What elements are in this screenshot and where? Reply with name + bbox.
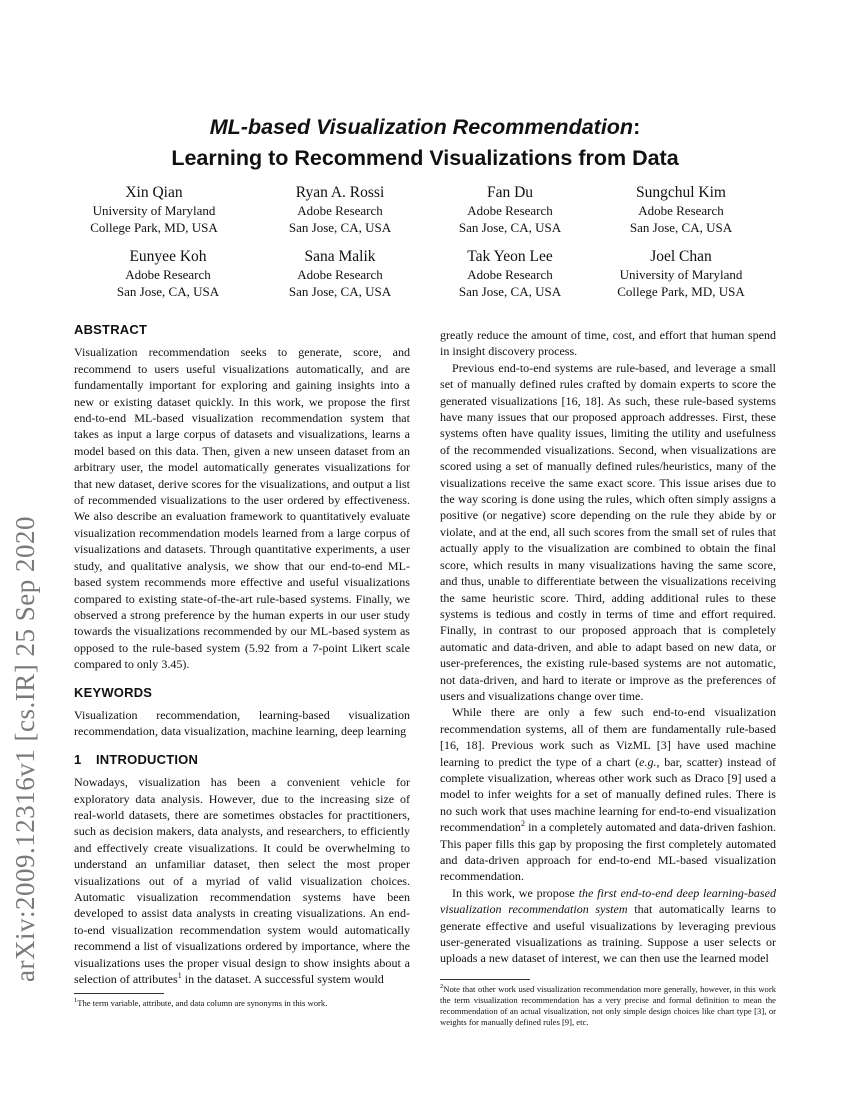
footnote-1 — [74, 998, 410, 1009]
paragraph: greatly reduce the amount of time, cost, and effort that human spend in insight discovery process. — [440, 328, 776, 359]
paragraph: Previous end-to-end systems are rule-based, and leverage a small set of manually defined rules crafted by domain experts to score the generated visualizations [16, 18]. As such, these rule-based systems have many issues that our proposed approach addresses. First, these systems often have quality issues, limiting the utility and usefulness of the recommended visualizations. Second, when visualizations are scored using a set of manually defined rules/heuristics, many of the visualizations receive the same exact score. This issue arises due to the way scoring is done using the rules, which often simply assigns a positive (or negative) score depending on the rule they abide by or violate, and at the end, all such scores from the small set of rules that actually apply to the visualization are combined to obtain the final score, which results in many visualizations having the same score, and thus, unable to differentiate between the visualizations receiving the same heuristic score. Third, adding additional rules to these systems is tedious and costly in terms of time and effort required. Finally, in contrast to our proposed approach that is completely automatic and data-driven, and able to adapt based on new data, or user-preferences, the existing rule-based systems are not automatic, not data-driven, and hard to iterate or improve as the preferences of users and visualizations change over time. — [440, 360, 776, 703]
right-column — [440, 327, 776, 1029]
author-name: Tak Yeon Lee — [467, 248, 553, 265]
paragraph — [440, 885, 776, 967]
paragraph-text: While there are only a few such end-to-end visualization recommendation systems, all of them are fundamentally rule-based [16, 18]. Previous work such as VizML [3] have used machine learning to predict the type of a chart ( — [440, 705, 776, 769]
footnote-ref-1: 1 — [177, 971, 182, 981]
footnote-mark: 1 — [74, 997, 78, 1005]
keywords-text: Visualization recommendation, learning-based visualization recommendation, data visualization, machine learning, deep learning — [74, 707, 410, 739]
abstract-heading: ABSTRACT — [74, 322, 148, 337]
author-name: Eunyee Koh — [129, 248, 207, 265]
author-name: Sungchul Kim — [636, 184, 726, 201]
title-line2: Learning to Recommend Visualizations from Data — [171, 146, 679, 170]
arxiv-id: arXiv:2009.12316v1 [cs.IR] 25 Sep 2020 — [10, 516, 40, 982]
author-affiliation: Adobe Research — [125, 267, 211, 282]
author-location: College Park, MD, USA — [617, 283, 745, 299]
author — [410, 184, 610, 236]
author-name: Xin Qian — [125, 184, 183, 201]
author-affiliation: Adobe Research — [638, 203, 724, 218]
footnote-ref-2: 2 — [520, 819, 525, 829]
paragraph-text: that automatically learns to generate effective and useful visualizations by leveraging previous user-generated visualizations as training. Suppose a user selects or uploads a new dataset of interest, we can then use the learned model — [440, 902, 777, 966]
paragraph-emphasis: the first end-to-end deep learning-based visualization recommendation system — [440, 885, 776, 917]
footnote-text: Note that other work used visualization recommendation more generally, however, in this work the term visualization recommendation has a very precise and formal definition to mean the recommendation of an actual visualization, not only simple design choices like chart type [3], or weights for manually defined rules [9], etc. — [440, 983, 776, 1028]
paragraph-text: in a completely automated and data-driven fashion. This paper fills this gap by proposing the first completely automated and data-driven approach for end-to-end ML-based visualization recommendation. — [440, 820, 776, 884]
intro-heading — [74, 752, 410, 768]
author-affiliation: Adobe Research — [467, 267, 553, 282]
author-location: San Jose, CA, USA — [458, 219, 562, 235]
author-location: San Jose, CA, USA — [288, 219, 392, 235]
footnote-rule — [440, 979, 530, 980]
author-location: College Park, MD, USA — [90, 219, 218, 235]
paper-title — [0, 112, 850, 174]
author-affiliation: Adobe Research — [467, 203, 553, 218]
title-line1: ML-based Visualization Recommendation — [209, 115, 634, 139]
author — [68, 248, 268, 300]
paragraph-text: In this work, we propose — [452, 885, 579, 900]
paragraph-text: , bar, scatter) instead of complete visualization, whereas other work such as Draco [9] used a model to infer weights for a set of manually defined rules. There is no such work that uses machine learning for end-to-end visualization recommendation — [440, 754, 777, 835]
footnote-rule — [74, 993, 164, 994]
author-affiliation: University of Maryland — [92, 203, 216, 218]
intro-text-a: Nowadays, visualization has been a convenient vehicle for exploratory data analysis. However, due to the increasing size of real-world datasets, there are sometimes obstacles for practitioners, such as decision makers, data analysts, and researchers, to efficiently and effectively create visualizations. It could be overwhelming to understand an unfamiliar dataset, then select the most proper visualizations out of a myriad of valid visualization choices. Automatic visualization recommendation systems have been developed to assist data analysts in creating visualizations. An end-to-end visualization recommendation system would automatically recommend a list of visualizations ordered by importance, where the visualizations uses the proper visual design to show insights about a selection of attributes — [74, 775, 410, 987]
intro-paragraph — [74, 774, 410, 987]
author-name: Ryan A. Rossi — [295, 184, 385, 201]
section-title: INTRODUCTION — [96, 751, 199, 767]
footnote-mark: 2 — [440, 982, 444, 990]
abstract-text: Visualization recommendation seeks to generate, score, and recommend to users useful visualizations automatically, and are fundamentally important for exploring and gaining insights into a new or existing dataset quickly. In this work, we propose the first end-to-end ML-based visualization recommendation system that takes as input a large corpus of datasets and visualizations, learns a model based on this data. Then, given a new unseen dataset from an arbitrary user, the model automatically generates visualizations for that new dataset, derive scores for the visualizations, and output a list of recommended visualizations to the user ordered by effectiveness. We also describe an evaluation framework to quantitatively evaluate visualization recommendation models learned from a large corpus of visualizations and datasets. Through quantitative experiments, a user study, and qualitative analysis, we show that our end-to-end ML-based system recommends more effective and useful visualizations compared to existing state-of-the-art rule-based systems. Finally, we observed a strong preference by the human experts in our user study towards the visualizations recommended by our ML-based system as opposed to the rule-based system (5.92 from a 7-point Likert scale compared to only 3.45). — [74, 345, 410, 672]
author — [581, 184, 781, 236]
author-location: San Jose, CA, USA — [116, 283, 220, 299]
author — [54, 184, 254, 236]
author-location: San Jose, CA, USA — [458, 283, 562, 299]
section-number: 1 — [74, 751, 82, 767]
author-affiliation: Adobe Research — [297, 203, 383, 218]
title-colon: : — [633, 115, 641, 139]
left-column — [74, 322, 410, 1010]
intro-text-b: in the dataset. A successful system would — [181, 972, 384, 987]
footnote-2 — [440, 984, 776, 1029]
author-affiliation: University of Maryland — [619, 267, 743, 282]
author — [581, 248, 781, 300]
author-name: Sana Malik — [304, 248, 376, 265]
author-name: Joel Chan — [650, 248, 712, 265]
author — [410, 248, 610, 300]
paragraph-emphasis: e.g. — [639, 754, 657, 769]
arxiv-watermark — [6, 300, 54, 982]
author-location: San Jose, CA, USA — [629, 219, 733, 235]
author-affiliation: Adobe Research — [297, 267, 383, 282]
footnote-text: The term variable, attribute, and data column are synonyms in this work. — [77, 998, 328, 1009]
paragraph — [440, 704, 776, 884]
author-name: Fan Du — [486, 184, 534, 201]
keywords-heading: KEYWORDS — [74, 684, 153, 700]
author-location: San Jose, CA, USA — [288, 283, 392, 299]
